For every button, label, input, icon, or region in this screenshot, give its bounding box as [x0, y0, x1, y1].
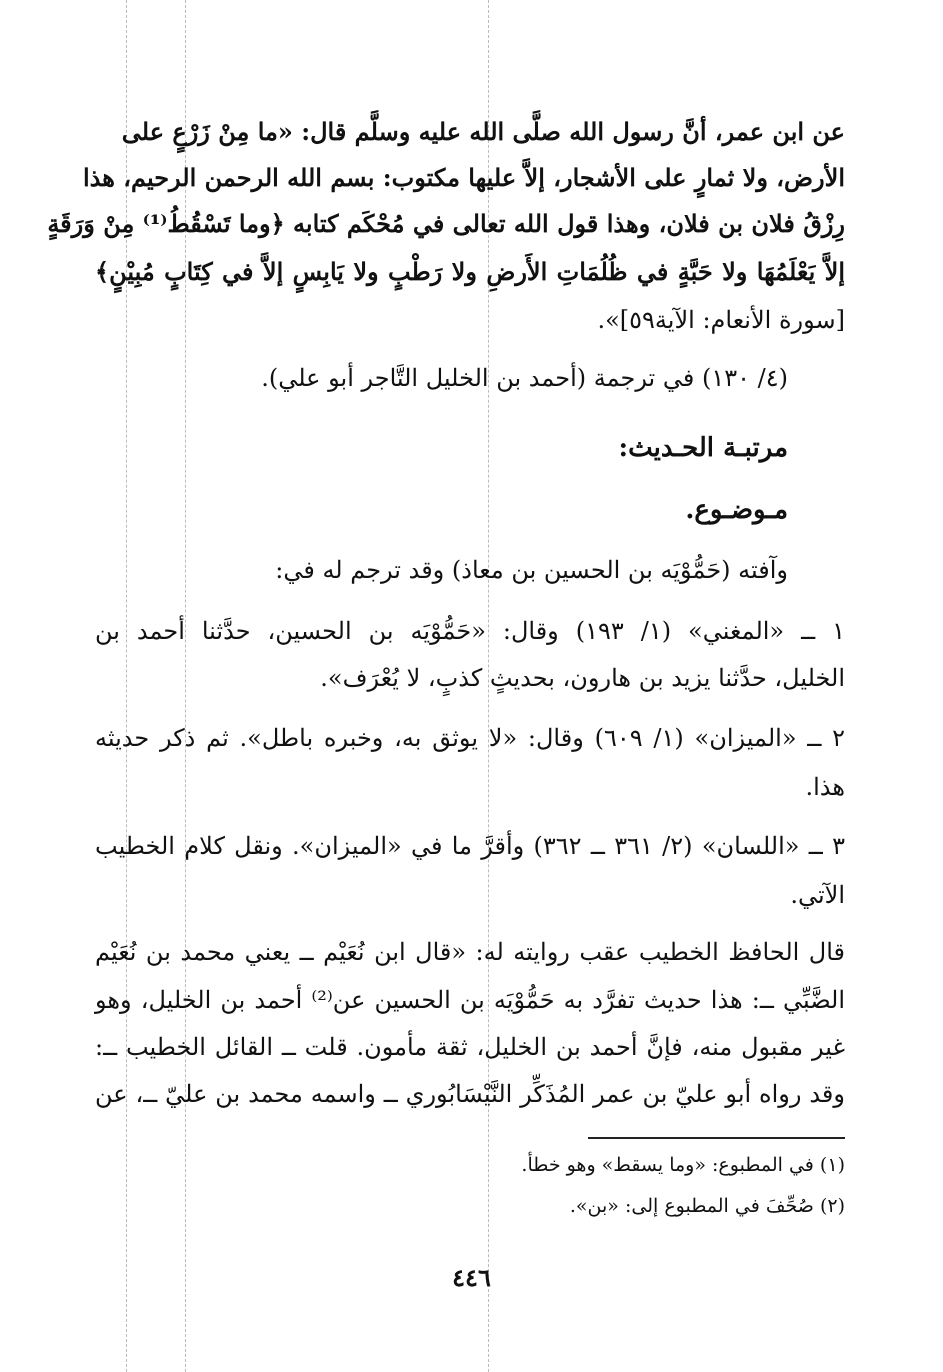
- reference-item-1-line-2: الخليل، حدَّثنا يزيد بن هارون، بحديثٍ كذبٍ، لا يُعْرَف».: [320, 664, 845, 692]
- narrator-note: وآفته (حَمُّوْيَه بن الحسين بن معاذ) وقد ترجم له في:: [275, 556, 788, 584]
- khatib-quote-line-3: غير مقبول منه، فإنَّ أحمد بن الخليل، ثقة مأمون. قلت ــ القائل الخطيب ــ:: [95, 1033, 845, 1061]
- reference-item-2-line-1: ٢ ــ «الميزان» (١/ ٦٠٩) وقال: «لا يوثق به، وخبره باطل». ثم ذكر حديثه: [95, 724, 846, 752]
- page-number: ٤٤٦: [452, 1263, 491, 1292]
- footnote-separator: [588, 1137, 845, 1139]
- footnote-1: (١) في المطبوع: «وما يسقط» وهو خطأ.: [521, 1154, 845, 1176]
- khatib-quote-line-2: الضَّبِّي ــ: هذا حديث تفرَّد به حَمُّوْيَه بن الحسين عن⁽²⁾ أحمد بن الخليل، وهو: [95, 986, 845, 1014]
- hadith-text-line-1: عن ابن عمر، أنَّ رسول الله صلَّى الله عليه وسلَّم قال: «ما مِنْ زَرْعٍ على: [121, 117, 845, 146]
- hadith-text-line-4: إلاَّ يَعْلَمُهَا ولا حَبَّةٍ في ظُلُمَاتِ الأَرضِ ولا رَطْبٍ ولا يَابِسٍ إلاَّ في كِتَابٍ مُبِيْنٍ﴾: [95, 257, 845, 286]
- source-reference: (٤/ ١٣٠) في ترجمة (أحمد بن الخليل التَّاجر أبو علي).: [261, 364, 788, 392]
- hadith-text-line-2: الأرض، ولا ثمارٍ على الأشجار، إلاَّ عليها مكتوب: بسم الله الرحمن الرحيم، هذا: [82, 163, 845, 192]
- hadith-text-line-3: رِزْقُ فلان بن فلان، وهذا قول الله تعالى في مُحْكَم كتابه ﴿وما تَسْقُطُ⁽¹⁾ مِنْ وَرَقَةٍ: [47, 209, 845, 238]
- section-heading: مرتبـة الحـديث:: [618, 433, 788, 463]
- hadith-grade: مـوضـوع.: [685, 495, 788, 525]
- reference-item-3-line-2: الآتي.: [790, 881, 845, 909]
- reference-item-1-line-1: ١ ــ «المغني» (١/ ١٩٣) وقال: «حَمُّوْيَه بن الحسين، حدَّثنا أحمد بن: [95, 617, 845, 645]
- khatib-quote-line-4: وقد رواه أبو عليّ بن عمر المُذَكِّر النَّيْسَابُوري ــ واسمه محمد بن عليّ ــ، عن: [95, 1080, 845, 1108]
- khatib-quote-line-1: قال الحافظ الخطيب عقب روايته له: «قال ابن نُعَيْم ــ يعني محمد بن نُعَيْم: [95, 938, 845, 966]
- reference-item-3-line-1: ٣ ــ «اللسان» (٢/ ٣٦١ ــ ٣٦٢) وأقرَّ ما في «الميزان». ونقل كلام الخطيب: [95, 832, 846, 860]
- hadith-text-line-5: [سورة الأنعام: الآية٥٩]».: [597, 306, 845, 334]
- footnote-2: (٢) صُحِّفَ في المطبوع إلى: «بن».: [569, 1195, 845, 1217]
- reference-item-2-line-2: هذا.: [805, 773, 845, 801]
